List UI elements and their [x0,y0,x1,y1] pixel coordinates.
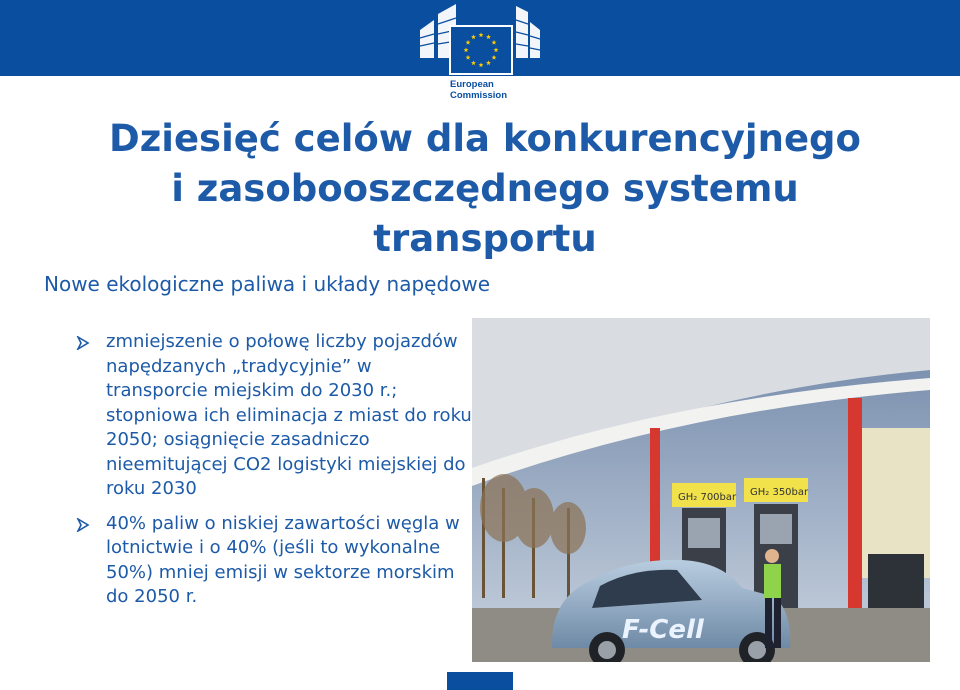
bullet-text: 40% paliw o niskiej zawartości węgla w lotnictwie i o 40% (jeśli to wykonalne 50%) mniej emisji w sektorze morskim do 2050 r. [106,512,460,607]
bullet-list [76,330,472,620]
page-title [60,114,910,264]
pump-label-2: GH₂ 350bar [750,487,809,498]
arrow-bullet-icon [76,518,90,532]
title-line-1: Dziesięć celów dla konkurencyjnego [109,117,861,160]
footer-bar [447,672,513,690]
bullet-item [76,330,472,502]
logo-wordmark [450,76,540,104]
section-subtitle: Nowe ekologiczne paliwa i układy napędowe [44,272,491,296]
hydrogen-station-photo [472,318,930,662]
title-line-3: transportu [373,217,597,260]
logo-line-1: European [450,79,494,90]
bullet-text: zmniejszenie o połowę liczby pojazdów napędzanych „tradycyjnie” w transporcie miejskim do 2030 r.; stopniowa ich eliminacja z miast do roku 2050; osiągnięcie zasadniczo nieemitującej CO2 logistyki miejskiej do roku 2030 [106,331,472,499]
bullet-item [76,512,472,610]
logo-line-2: Commission [450,90,508,101]
title-line-2: i zasobooszczędnego systemu [171,167,799,210]
arrow-bullet-icon [76,336,90,350]
pump-label-1: GH₂ 700bar [678,492,737,503]
car-label: F-Cell [622,615,704,645]
